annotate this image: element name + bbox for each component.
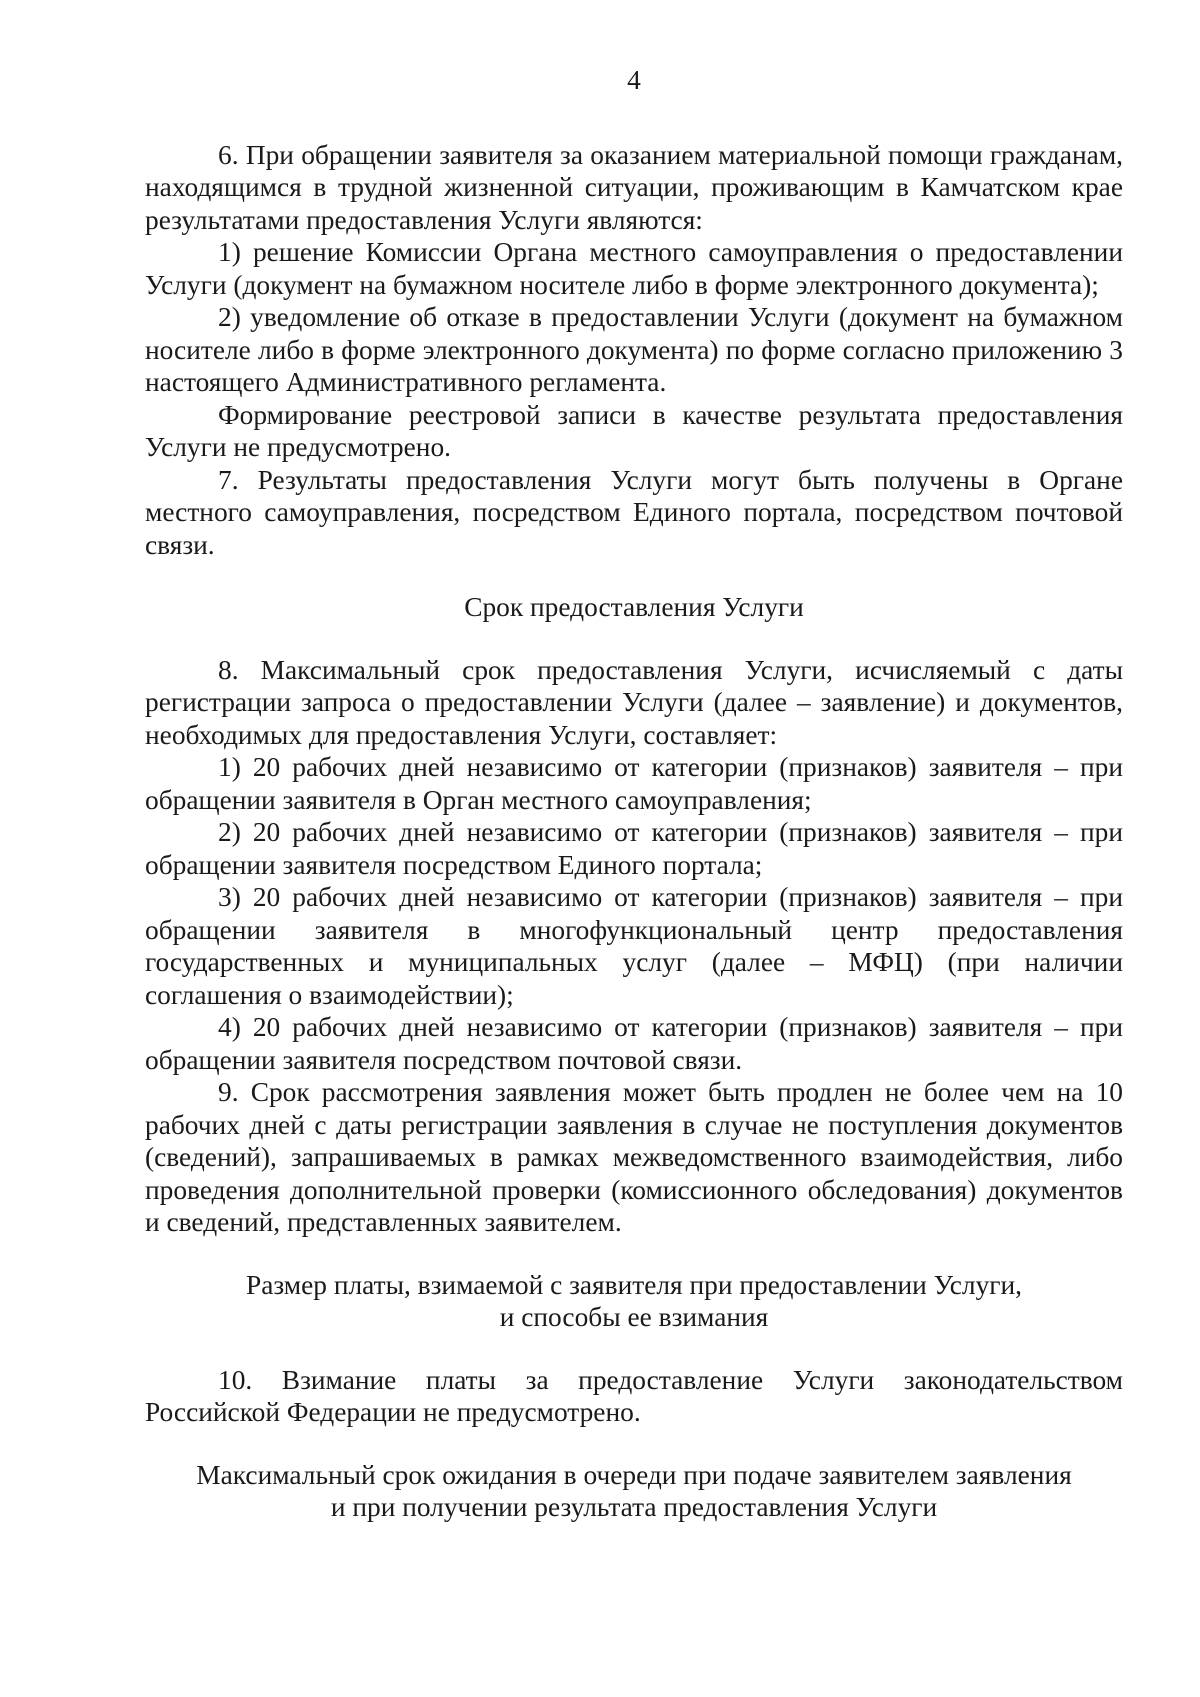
heading-line: и способы ее взимания <box>499 1302 769 1332</box>
paragraph-8-item-4: 4) 20 рабочих дней независимо от категории (признаков) заявителя – при обращении заявителя посредством почтовой связи. <box>145 1012 1123 1075</box>
section-heading-fee <box>145 1269 1123 1334</box>
paragraph-8: 8. Максимальный срок предоставления Услуги, исчисляемый с даты регистрации запроса о предоставлении Услуги (далее – заявление) и документов, необходимых для предоставления Услуги, составляет: <box>145 654 1123 750</box>
heading-line: Максимальный срок ожидания в очереди при подаче заявителем заявления <box>196 1459 1072 1490</box>
paragraph-6: 6. При обращении заявителя за оказанием материальной помощи гражданам, находящимся в трудной жизненной ситуации, проживающим в Камчатском крае результатами предоставления Услуги являются: <box>145 139 1123 235</box>
section-heading-service-term <box>145 591 1123 624</box>
paragraph-8-item-1: 1) 20 рабочих дней независимо от категории (признаков) заявителя – при обращении заявителя в Орган местного самоуправления; <box>145 752 1123 815</box>
page-number: 4 <box>627 65 641 95</box>
document-page <box>145 64 1123 1524</box>
paragraph-6-item-2: 2) уведомление об отказе в предоставлении Услуги (документ на бумажном носителе либо в форме электронного документа) по форме согласно приложению 3 настоящего Административного регламента. <box>145 302 1123 397</box>
section-heading-queue-time <box>145 1459 1123 1524</box>
heading-line: Срок предоставления Услуги <box>464 592 804 622</box>
paragraph-6-item-1: 1) решение Комиссии Органа местного самоуправления о предоставлении Услуги (документ на бумажном носителе либо в форме электронного документа); <box>145 237 1123 300</box>
heading-line: и при получении результата предоставления Услуги <box>330 1492 938 1522</box>
paragraph-10: 10. Взимание платы за предоставление Услуги законодательством Российской Федерации не предусмотрено. <box>145 1364 1123 1427</box>
paragraph-8-item-3: 3) 20 рабочих дней независимо от категории (признаков) заявителя – при обращении заявителя в многофункциональный центр предоставления государственных и муниципальных услуг (далее – МФЦ) (при наличии соглашения о взаимодействии); <box>145 882 1123 1010</box>
paragraph-registry-note: Формирование реестровой записи в качестве результата предоставления Услуги не предусмотрено. <box>145 399 1123 462</box>
heading-line: Размер платы, взимаемой с заявителя при предоставлении Услуги, <box>245 1269 1023 1300</box>
paragraph-8-item-2: 2) 20 рабочих дней независимо от категории (признаков) заявителя – при обращении заявителя посредством Единого портала; <box>145 817 1123 880</box>
paragraph-7: 7. Результаты предоставления Услуги могут быть получены в Органе местного самоуправления, посредством Единого портала, посредством почтовой связи. <box>145 464 1123 560</box>
paragraph-9: 9. Срок рассмотрения заявления может быть продлен не более чем на 10 рабочих дней с даты регистрации заявления в случае не поступления документов (сведений), запрашиваемых в рамках межведомственного взаимодействия, либо проведения дополнительной проверки (комиссионного обследования) документов и сведений, представленных заявителем. <box>145 1077 1123 1237</box>
